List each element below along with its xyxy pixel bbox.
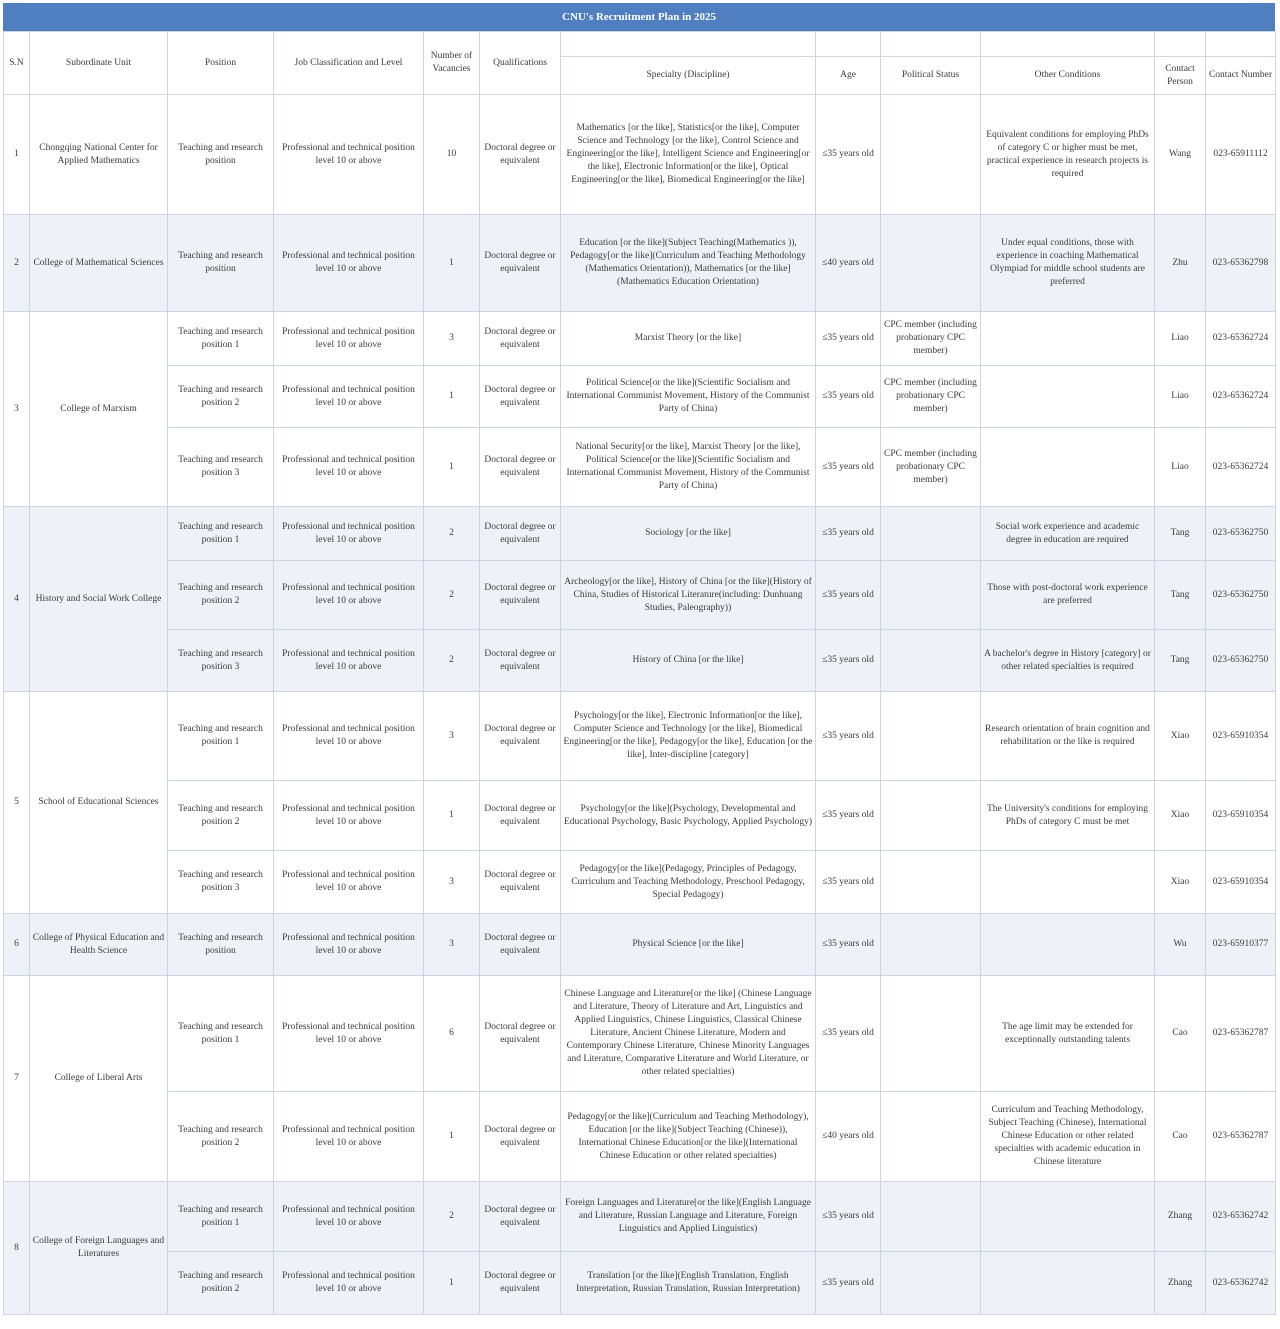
header-contact-person: Contact Person (1155, 57, 1206, 95)
row-position: Teaching and research position 3 (168, 428, 274, 507)
row-political-status (881, 1092, 981, 1182)
row-political-status (881, 1182, 981, 1252)
row-vacancies: 1 (424, 1092, 480, 1182)
row-age: ≤35 years old (816, 366, 881, 428)
row-job-classification: Professional and technical position level 10 or above (274, 1182, 424, 1252)
table-title: CNU's Recruitment Plan in 2025 (3, 3, 1275, 31)
header-vacancies: Number of Vacancies (424, 32, 480, 95)
row-contact-person: Liao (1155, 366, 1206, 428)
row-age: ≤35 years old (816, 95, 881, 215)
row-other-conditions: Those with post-doctoral work experience are preferred (981, 561, 1155, 630)
row-sn: 4 (4, 507, 30, 692)
row-qualifications: Doctoral degree or equivalent (480, 1092, 561, 1182)
table-row (4, 630, 1276, 692)
row-specialty: Psychology[or the like], Electronic Information[or the like], Computer Science and Technology [or the like], Biomedical Engineering[or the like], Pedagogy[or the like], Education [or the like], Inter-discipline [category] (561, 692, 816, 781)
row-age: ≤40 years old (816, 215, 881, 312)
row-specialty: History of China [or the like] (561, 630, 816, 692)
row-specialty: Psychology[or the like](Psychology, Developmental and Educational Psychology, Basic Psychology, Applied Psychology) (561, 781, 816, 851)
row-other-conditions: Research orientation of brain cognition and rehabilitation or the like is required (981, 692, 1155, 781)
row-other-conditions (981, 428, 1155, 507)
row-position: Teaching and research position 2 (168, 1092, 274, 1182)
row-job-classification: Professional and technical position level 10 or above (274, 507, 424, 561)
row-specialty: Foreign Languages and Literature[or the like](English Language and Literature, Russian Language and Literature, Foreign Linguistics and Applied Linguistics) (561, 1182, 816, 1252)
table-row (4, 692, 1276, 781)
row-age: ≤40 years old (816, 1092, 881, 1182)
row-qualifications: Doctoral degree or equivalent (480, 976, 561, 1092)
row-political-status (881, 215, 981, 312)
row-contact-person: Tang (1155, 507, 1206, 561)
row-contact-number: 023-65362798 (1206, 215, 1276, 312)
row-vacancies: 2 (424, 507, 480, 561)
row-age: ≤35 years old (816, 692, 881, 781)
row-job-classification: Professional and technical position level 10 or above (274, 312, 424, 366)
row-position: Teaching and research position 1 (168, 692, 274, 781)
header-blank (1206, 32, 1276, 57)
row-qualifications: Doctoral degree or equivalent (480, 366, 561, 428)
row-position: Teaching and research position 1 (168, 312, 274, 366)
row-specialty: Chinese Language and Literature[or the like] (Chinese Language and Literature, Theory of Literature and Art, Linguistics and Applied Linguistics, Chinese Linguistics, Classical Chinese Literature, Ancient Chinese Literature, Modern and Contemporary Chinese Literature, Chinese Minority Languages and Literature, Comparative Literature and World Literature, or other related specialties) (561, 976, 816, 1092)
header-blank (816, 32, 881, 57)
header-blank (1155, 32, 1206, 57)
row-specialty: Education [or the like](Subject Teaching(Mathematics )), Pedagogy[or the like](Curriculum and Teaching Methodology (Mathematics Orientation)), Mathematics [or the like](Mathematics Education Orientation) (561, 215, 816, 312)
row-contact-person: Wang (1155, 95, 1206, 215)
row-other-conditions: The age limit may be extended for exceptionally outstanding talents (981, 976, 1155, 1092)
row-qualifications: Doctoral degree or equivalent (480, 95, 561, 215)
table-row (4, 976, 1276, 1092)
row-specialty: Mathematics [or the like], Statistics[or the like], Computer Science and Technology [or the like], Control Science and Engineering[or the like], Intelligent Science and Engineering[or the like], Electronic Information[or the like], Optical Engineering[or the like], Biomedical Engineering[or the like] (561, 95, 816, 215)
row-other-conditions (981, 1252, 1155, 1315)
row-sn: 2 (4, 215, 30, 312)
row-qualifications: Doctoral degree or equivalent (480, 312, 561, 366)
row-qualifications: Doctoral degree or equivalent (480, 507, 561, 561)
row-political-status (881, 95, 981, 215)
row-contact-number: 023-65362724 (1206, 366, 1276, 428)
table-row (4, 1092, 1276, 1182)
row-contact-number: 023-65362787 (1206, 976, 1276, 1092)
row-sn: 6 (4, 914, 30, 976)
row-contact-person: Xiao (1155, 851, 1206, 914)
row-political-status (881, 630, 981, 692)
row-job-classification: Professional and technical position level 10 or above (274, 976, 424, 1092)
row-job-classification: Professional and technical position level 10 or above (274, 781, 424, 851)
row-position: Teaching and research position 1 (168, 1182, 274, 1252)
row-vacancies: 1 (424, 366, 480, 428)
row-qualifications: Doctoral degree or equivalent (480, 781, 561, 851)
row-subordinate-unit: College of Physical Education and Health Science (30, 914, 168, 976)
row-job-classification: Professional and technical position level 10 or above (274, 1252, 424, 1315)
table-row (4, 312, 1276, 366)
row-political-status (881, 781, 981, 851)
row-specialty: Physical Science [or the like] (561, 914, 816, 976)
row-position: Teaching and research position 3 (168, 851, 274, 914)
header-sn: S.N (4, 32, 30, 95)
row-subordinate-unit: College of Foreign Languages and Literatures (30, 1182, 168, 1315)
row-contact-person: Liao (1155, 428, 1206, 507)
row-vacancies: 2 (424, 561, 480, 630)
row-position: Teaching and research position 1 (168, 976, 274, 1092)
row-contact-person: Xiao (1155, 692, 1206, 781)
row-age: ≤35 years old (816, 428, 881, 507)
row-subordinate-unit: College of Marxism (30, 312, 168, 507)
header-age: Age (816, 57, 881, 95)
row-political-status (881, 1252, 981, 1315)
row-other-conditions (981, 851, 1155, 914)
row-other-conditions: A bachelor's degree in History [category] or other related specialties is required (981, 630, 1155, 692)
row-other-conditions (981, 312, 1155, 366)
header-position: Position (168, 32, 274, 95)
row-qualifications: Doctoral degree or equivalent (480, 561, 561, 630)
row-contact-person: Tang (1155, 561, 1206, 630)
row-subordinate-unit: College of Mathematical Sciences (30, 215, 168, 312)
header-other: Other Conditions (981, 57, 1155, 95)
row-other-conditions: Equivalent conditions for employing PhDs of category C or higher must be met, practical experience in research projects is required (981, 95, 1155, 215)
row-contact-number: 023-65911112 (1206, 95, 1276, 215)
row-vacancies: 1 (424, 1252, 480, 1315)
row-vacancies: 1 (424, 428, 480, 507)
table-row (4, 215, 1276, 312)
row-age: ≤35 years old (816, 312, 881, 366)
row-contact-person: Zhang (1155, 1182, 1206, 1252)
row-political-status: CPC member (including probationary CPC member) (881, 366, 981, 428)
table-row (4, 95, 1276, 215)
header-specialty: Specialty (Discipline) (561, 57, 816, 95)
header-qualifications: Qualifications (480, 32, 561, 95)
row-age: ≤35 years old (816, 561, 881, 630)
row-age: ≤35 years old (816, 507, 881, 561)
table-row (4, 781, 1276, 851)
row-position: Teaching and research position 2 (168, 561, 274, 630)
row-contact-person: Cao (1155, 1092, 1206, 1182)
row-qualifications: Doctoral degree or equivalent (480, 630, 561, 692)
row-position: Teaching and research position 2 (168, 366, 274, 428)
row-job-classification: Professional and technical position level 10 or above (274, 851, 424, 914)
row-subordinate-unit: College of Liberal Arts (30, 976, 168, 1182)
row-other-conditions: Curriculum and Teaching Methodology, Subject Teaching (Chinese), International Chinese Education or other related specialties with academic education in Chinese literature (981, 1092, 1155, 1182)
table-row (4, 1182, 1276, 1252)
header-contact-number: Contact Number (1206, 57, 1276, 95)
row-age: ≤35 years old (816, 914, 881, 976)
row-other-conditions (981, 1182, 1155, 1252)
table-row (4, 851, 1276, 914)
row-contact-person: Tang (1155, 630, 1206, 692)
row-contact-person: Cao (1155, 976, 1206, 1092)
row-contact-number: 023-65362724 (1206, 428, 1276, 507)
row-vacancies: 3 (424, 851, 480, 914)
row-other-conditions: Under equal conditions, those with experience in coaching Mathematical Olympiad for middle school students are preferred (981, 215, 1155, 312)
row-political-status (881, 507, 981, 561)
row-vacancies: 3 (424, 312, 480, 366)
header-political: Political Status (881, 57, 981, 95)
row-sn: 8 (4, 1182, 30, 1315)
row-job-classification: Professional and technical position level 10 or above (274, 95, 424, 215)
row-job-classification: Professional and technical position level 10 or above (274, 692, 424, 781)
row-contact-number: 023-65910377 (1206, 914, 1276, 976)
row-job-classification: Professional and technical position level 10 or above (274, 428, 424, 507)
row-job-classification: Professional and technical position level 10 or above (274, 215, 424, 312)
row-contact-person: Zhu (1155, 215, 1206, 312)
row-contact-number: 023-65362742 (1206, 1182, 1276, 1252)
table-row (4, 914, 1276, 976)
row-political-status (881, 914, 981, 976)
row-specialty: National Security[or the like], Marxist Theory [or the like], Political Science[or the like](Scientific Socialism and International Communist Movement, History of the Communist Party of China) (561, 428, 816, 507)
row-sn: 1 (4, 95, 30, 215)
row-vacancies: 3 (424, 692, 480, 781)
row-contact-number: 023-65362787 (1206, 1092, 1276, 1182)
row-specialty: Sociology [or the like] (561, 507, 816, 561)
row-vacancies: 2 (424, 1182, 480, 1252)
table-row (4, 1252, 1276, 1315)
row-vacancies: 3 (424, 914, 480, 976)
row-qualifications: Doctoral degree or equivalent (480, 851, 561, 914)
row-position: Teaching and research position (168, 215, 274, 312)
row-contact-number: 023-65910354 (1206, 851, 1276, 914)
row-contact-number: 023-65362724 (1206, 312, 1276, 366)
row-position: Teaching and research position 1 (168, 507, 274, 561)
row-political-status (881, 851, 981, 914)
row-contact-person: Liao (1155, 312, 1206, 366)
row-contact-number: 023-65362750 (1206, 507, 1276, 561)
row-age: ≤35 years old (816, 1252, 881, 1315)
row-position: Teaching and research position (168, 914, 274, 976)
row-position: Teaching and research position (168, 95, 274, 215)
row-age: ≤35 years old (816, 781, 881, 851)
row-political-status: CPC member (including probationary CPC member) (881, 312, 981, 366)
header-blank (881, 32, 981, 57)
row-contact-number: 023-65910354 (1206, 781, 1276, 851)
row-specialty: Pedagogy[or the like](Pedagogy, Principles of Pedagogy, Curriculum and Teaching Methodology, Preschool Pedagogy, Special Pedagogy) (561, 851, 816, 914)
row-political-status: CPC member (including probationary CPC member) (881, 428, 981, 507)
row-sn: 5 (4, 692, 30, 914)
row-contact-person: Xiao (1155, 781, 1206, 851)
row-contact-number: 023-65362750 (1206, 561, 1276, 630)
row-job-classification: Professional and technical position level 10 or above (274, 366, 424, 428)
row-vacancies: 1 (424, 781, 480, 851)
row-subordinate-unit: History and Social Work College (30, 507, 168, 692)
row-position: Teaching and research position 3 (168, 630, 274, 692)
header-job: Job Classification and Level (274, 32, 424, 95)
header-unit: Subordinate Unit (30, 32, 168, 95)
row-job-classification: Professional and technical position level 10 or above (274, 630, 424, 692)
row-contact-number: 023-65362742 (1206, 1252, 1276, 1315)
recruitment-table-container (3, 3, 1275, 1315)
table-row (4, 561, 1276, 630)
row-contact-number: 023-65362750 (1206, 630, 1276, 692)
row-vacancies: 6 (424, 976, 480, 1092)
row-qualifications: Doctoral degree or equivalent (480, 692, 561, 781)
row-sn: 7 (4, 976, 30, 1182)
row-position: Teaching and research position 2 (168, 781, 274, 851)
row-specialty: Archeology[or the like], History of China [or the like](History of China, Studies of Historical Literature(including: Dunhuang Studies, Paleography)) (561, 561, 816, 630)
row-specialty: Pedagogy[or the like](Curriculum and Teaching Methodology), Education [or the like](Subject Teaching (Chinese)), International Chinese Education[or the like](International Chinese Education or other related specialties) (561, 1092, 816, 1182)
header-blank (981, 32, 1155, 57)
row-qualifications: Doctoral degree or equivalent (480, 1182, 561, 1252)
row-job-classification: Professional and technical position level 10 or above (274, 914, 424, 976)
row-specialty: Marxist Theory [or the like] (561, 312, 816, 366)
row-vacancies: 1 (424, 215, 480, 312)
row-vacancies: 2 (424, 630, 480, 692)
row-subordinate-unit: School of Educational Sciences (30, 692, 168, 914)
table-row (4, 428, 1276, 507)
table-row (4, 366, 1276, 428)
row-contact-person: Zhang (1155, 1252, 1206, 1315)
row-other-conditions: The University's conditions for employing PhDs of category C must be met (981, 781, 1155, 851)
row-age: ≤35 years old (816, 976, 881, 1092)
row-job-classification: Professional and technical position level 10 or above (274, 1092, 424, 1182)
row-age: ≤35 years old (816, 1182, 881, 1252)
row-contact-person: Wu (1155, 914, 1206, 976)
row-age: ≤35 years old (816, 851, 881, 914)
row-subordinate-unit: Chongqing National Center for Applied Mathematics (30, 95, 168, 215)
recruitment-table (3, 31, 1276, 1315)
row-sn: 3 (4, 312, 30, 507)
row-specialty: Political Science[or the like](Scientific Socialism and International Communist Movement, History of the Communist Party of China) (561, 366, 816, 428)
row-position: Teaching and research position 2 (168, 1252, 274, 1315)
row-job-classification: Professional and technical position level 10 or above (274, 561, 424, 630)
row-qualifications: Doctoral degree or equivalent (480, 914, 561, 976)
row-political-status (881, 976, 981, 1092)
row-political-status (881, 561, 981, 630)
row-qualifications: Doctoral degree or equivalent (480, 428, 561, 507)
row-specialty: Translation [or the like](English Translation, English Interpretation, Russian Translation, Russian Interpretation) (561, 1252, 816, 1315)
header-blank (561, 32, 816, 57)
row-political-status (881, 692, 981, 781)
row-other-conditions (981, 366, 1155, 428)
row-other-conditions (981, 914, 1155, 976)
row-other-conditions: Social work experience and academic degree in education are required (981, 507, 1155, 561)
row-age: ≤35 years old (816, 630, 881, 692)
row-contact-number: 023-65910354 (1206, 692, 1276, 781)
table-row (4, 507, 1276, 561)
row-qualifications: Doctoral degree or equivalent (480, 215, 561, 312)
row-qualifications: Doctoral degree or equivalent (480, 1252, 561, 1315)
table-body (4, 95, 1276, 1315)
row-vacancies: 10 (424, 95, 480, 215)
